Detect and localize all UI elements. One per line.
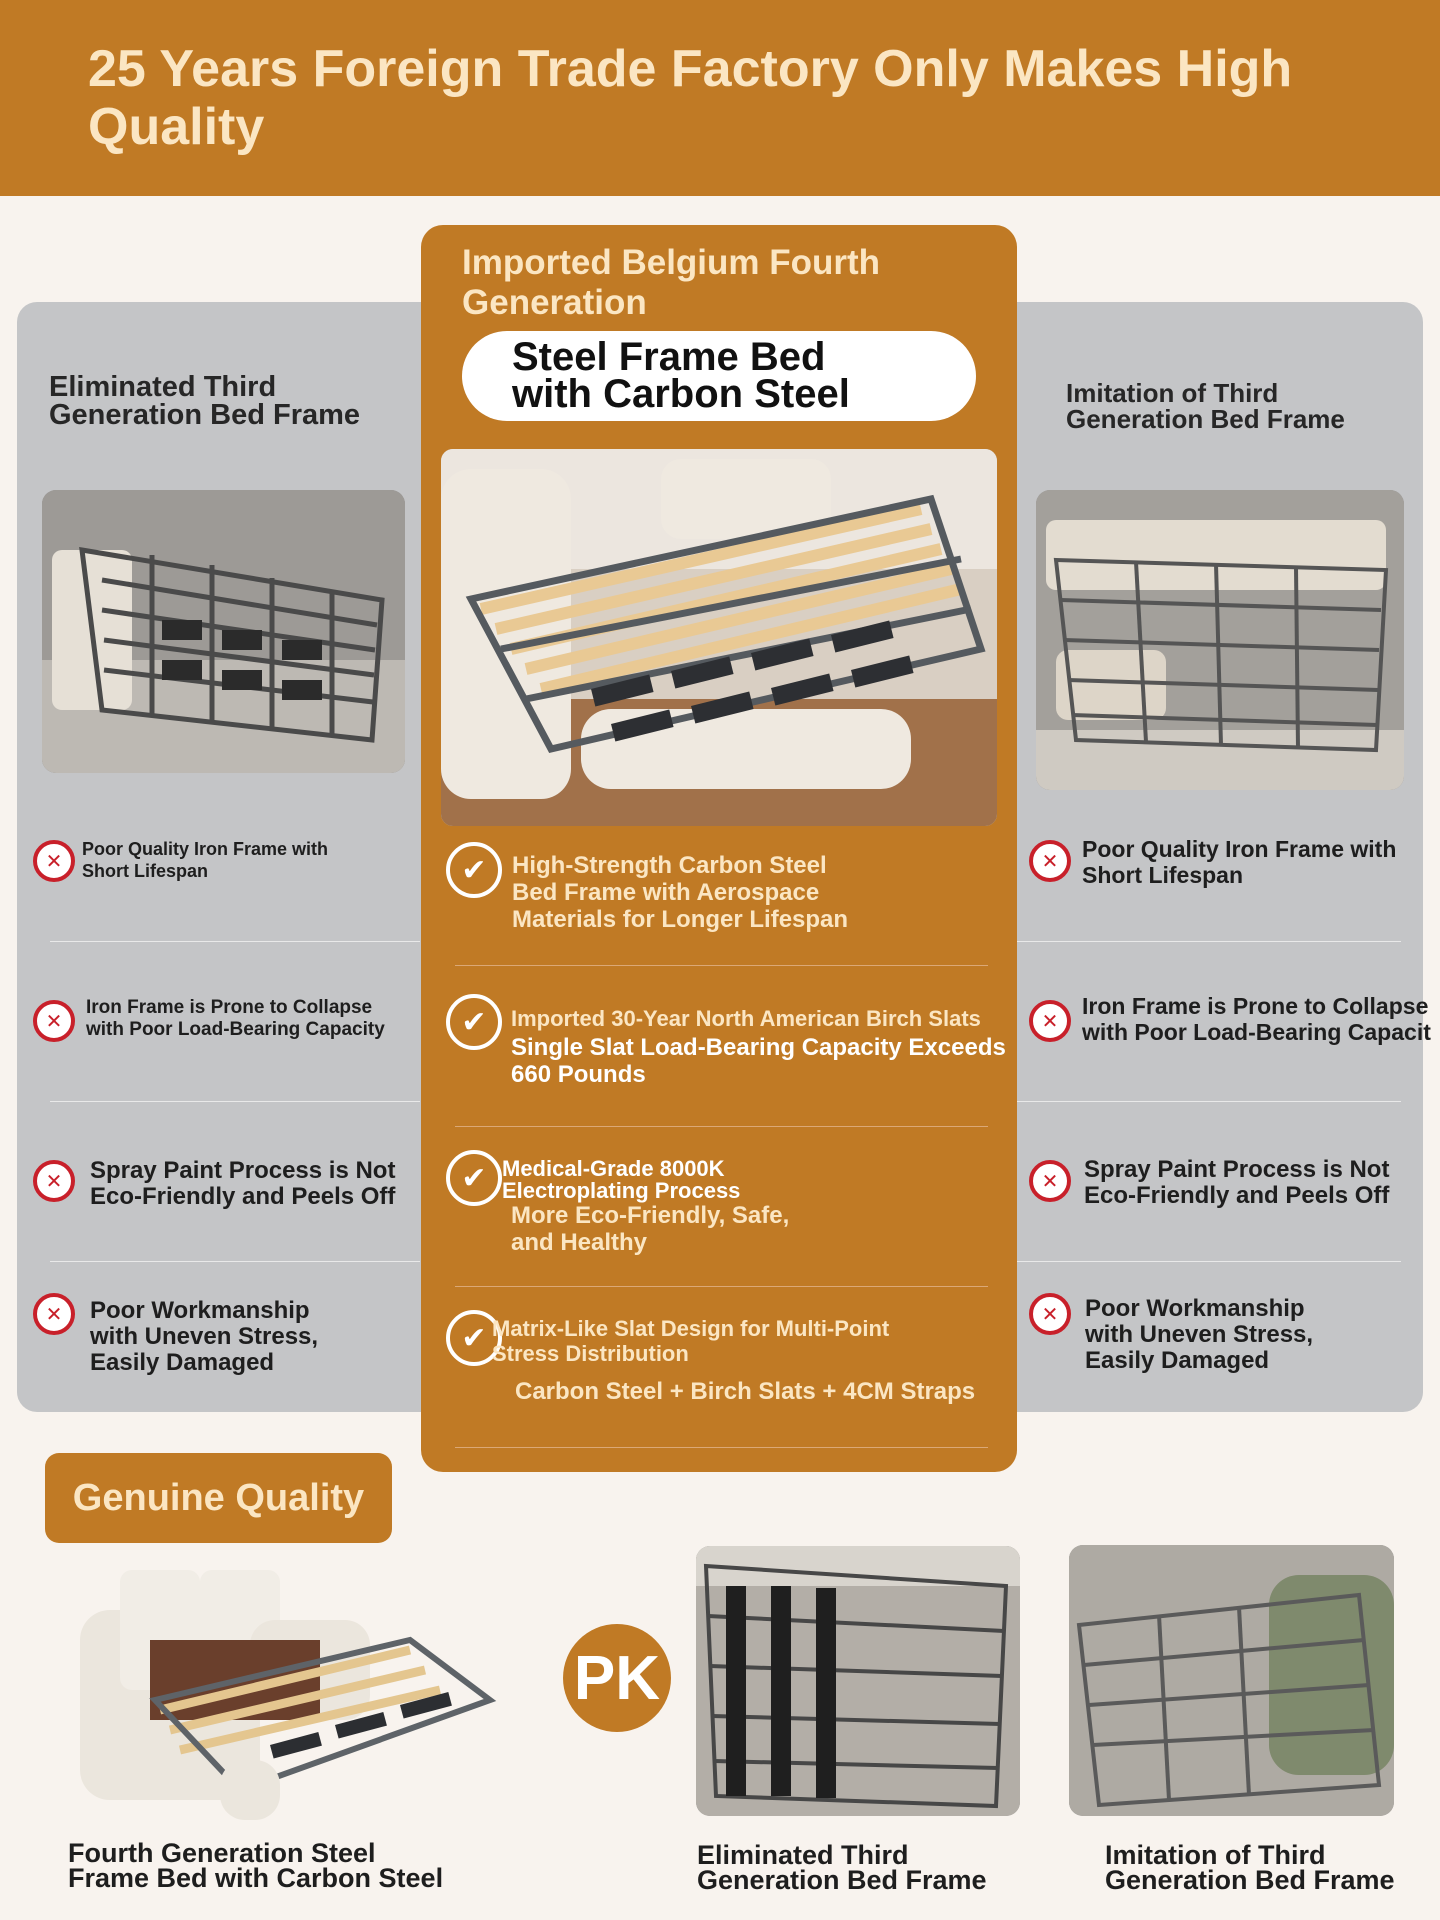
genuine-quality-badge: Genuine Quality (45, 1453, 392, 1543)
left-divider-2 (50, 1101, 420, 1102)
right-item-3-x-icon (1029, 1160, 1071, 1202)
left-panel-title: Eliminated Third Generation Bed Frame (49, 371, 361, 431)
center-divider-1 (455, 965, 988, 966)
steel-frame-bed-photo-icon (441, 449, 997, 826)
left-item-4: Poor Workmanship with Uneven Stress, Easily Damaged (90, 1297, 319, 1376)
left-item-1-x-icon (33, 840, 75, 882)
right-item-1-x-icon (1029, 840, 1071, 882)
right-item-2-x-icon (1029, 1000, 1071, 1042)
page-title: 25 Years Foreign Trade Factory Only Makes High Quality (88, 40, 1293, 156)
center-item-1: High-Strength Carbon Steel Bed Frame with Aerospace Materials for Longer Lifespan (512, 852, 849, 933)
caption-eliminated: Eliminated Third Generation Bed Frame (697, 1840, 987, 1895)
caption-fourth-generation: Fourth Generation Steel Frame Bed with Carbon Steel (68, 1838, 444, 1893)
left-item-3-x-icon (33, 1160, 75, 1202)
center-item-2: Imported 30-Year North American Birch Slats Single Slat Load-Bearing Capacity Exceeds 660 Pounds (511, 1006, 1006, 1088)
left-bed-frame-photo (42, 490, 405, 773)
bed-frame-photo-icon (1036, 490, 1404, 790)
left-item-4-x-icon (33, 1293, 75, 1335)
center-item-1-check-icon (446, 842, 502, 898)
right-divider-3 (1015, 1261, 1401, 1262)
left-divider-3 (50, 1261, 420, 1262)
caption-imitation: Imitation of Third Generation Bed Frame (1105, 1840, 1395, 1895)
fourth-generation-bed-illustration (70, 1560, 510, 1840)
bed-frame-photo-icon (696, 1546, 1020, 1816)
bed-frame-photo-icon (1069, 1545, 1394, 1816)
left-divider-1 (50, 941, 420, 942)
product-name-pill (462, 331, 976, 421)
pk-versus-badge: PK (563, 1624, 671, 1732)
center-item-4: Matrix-Like Slat Design for Multi-Point Stress Distribution Carbon Steel + Birch Slats + 4CM Straps (492, 1316, 976, 1405)
right-divider-1 (1015, 941, 1401, 942)
right-divider-2 (1015, 1101, 1401, 1102)
sofa-bed-icon (70, 1560, 510, 1840)
right-item-4: Poor Workmanship with Uneven Stress, Easily Damaged (1085, 1295, 1314, 1374)
right-item-2: Iron Frame is Prone to Collapse with Poor Load-Bearing Capacit (1082, 993, 1431, 1045)
right-item-1: Poor Quality Iron Frame with Short Lifespan (1082, 836, 1397, 888)
center-bed-frame-photo (441, 449, 997, 826)
right-bed-frame-photo (1036, 490, 1404, 790)
left-item-3: Spray Paint Process is Not Eco-Friendly and Peels Off (90, 1157, 396, 1210)
center-item-3: Medical-Grade 8000K Electroplating Process More Eco-Friendly, Safe, and Healthy (502, 1156, 790, 1256)
center-panel-heading: Imported Belgium Fourth Generation (462, 243, 881, 322)
center-item-3-check-icon (446, 1150, 502, 1206)
left-item-1: Poor Quality Iron Frame with Short Lifespan (82, 839, 329, 881)
left-item-2: Iron Frame is Prone to Collapse with Poor Load-Bearing Capacity (86, 997, 385, 1040)
eliminated-bed-frame-photo (696, 1546, 1020, 1816)
center-divider-4 (455, 1447, 988, 1448)
center-item-2-check-icon (446, 994, 502, 1050)
right-item-4-x-icon (1029, 1293, 1071, 1335)
center-divider-3 (455, 1286, 988, 1287)
product-name: Steel Frame Bed with Carbon Steel (512, 335, 850, 416)
right-item-3: Spray Paint Process is Not Eco-Friendly and Peels Off (1084, 1156, 1390, 1209)
center-divider-2 (455, 1126, 988, 1127)
bed-frame-photo-icon (42, 490, 405, 773)
left-item-2-x-icon (33, 1000, 75, 1042)
right-panel-title: Imitation of Third Generation Bed Frame (1066, 378, 1345, 434)
imitation-bed-frame-photo (1069, 1545, 1394, 1816)
